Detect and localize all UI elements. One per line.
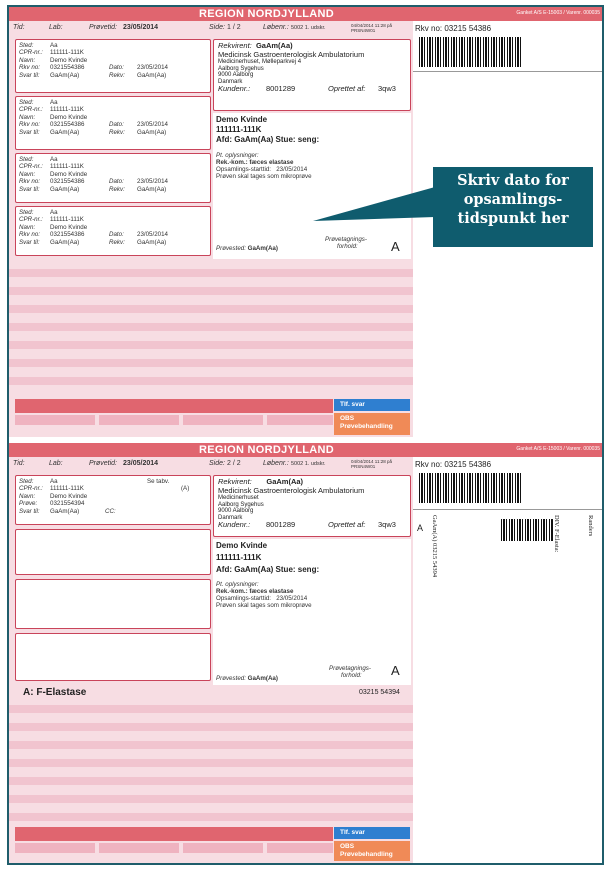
label-column-page-2 — [413, 443, 602, 863]
label: CC: — [105, 507, 116, 515]
provetagning-line1: Prøvetagnings- — [325, 236, 367, 243]
label: Rkv no: — [19, 121, 40, 129]
empty-box — [15, 529, 211, 575]
provetagning-line2: forhold: — [341, 672, 362, 679]
rekvirent-addr4: Danmark — [218, 514, 243, 521]
provetid-label: Prøvetid: — [89, 460, 118, 467]
stripe — [9, 269, 413, 277]
patient-afd: Afd: GaAm(Aa) Stue: seng: — [216, 565, 320, 574]
kundenr-value: 8001289 — [266, 520, 296, 530]
tlf-svar-field[interactable]: Tlf. svar — [334, 827, 410, 839]
oprettet-label: Oprettet af: — [328, 84, 366, 94]
header-row — [13, 23, 411, 34]
rekvirent-value: GaAm(Aa) — [255, 41, 293, 50]
label: Sted: — [19, 156, 34, 163]
oprettet-label: Oprettet af: — [328, 520, 366, 530]
patient-name: Demo Kvinde — [216, 541, 268, 550]
obs-field[interactable] — [334, 841, 410, 861]
stripe — [9, 777, 413, 785]
info-block — [216, 581, 312, 609]
rkv-no — [415, 460, 491, 469]
label: CPR-nr.: — [19, 216, 43, 224]
tid-label: Tid: — [13, 24, 25, 31]
stripe — [9, 305, 413, 313]
provetagning-label — [325, 236, 367, 250]
lobenr-label: Løbenr.: — [263, 24, 289, 31]
vertical-label-2: DIV. F-Elasta: — [553, 515, 560, 553]
label: Rekv: — [109, 238, 125, 246]
divider — [413, 71, 602, 72]
value: GaAm(Aa) — [50, 128, 80, 136]
lobenr-value: 5002 1. udskr. — [291, 25, 326, 31]
region-title: REGION NORDJYLLAND — [199, 444, 334, 456]
barcode — [419, 473, 523, 503]
label: Navn: — [19, 113, 36, 121]
form-number: Ganket A/S E-15003 / Varenr. 000035 — [516, 446, 600, 452]
empty-box — [15, 579, 211, 629]
patient-cpr: 111111-111K — [216, 125, 262, 134]
provested-label: Prøvested: — [216, 675, 246, 682]
provetid-label: Prøvetid: — [89, 24, 118, 31]
lab-label: Lab: — [49, 24, 63, 31]
rkv-label: Rkv no: — [415, 460, 443, 469]
side-label: Side: — [209, 24, 225, 31]
rekvirent-addr4: Danmark — [218, 78, 243, 85]
sample-note: Prøven skal tages som mikroprøve — [216, 602, 312, 609]
value: (A) — [181, 485, 190, 493]
specimen-box-4 — [15, 206, 211, 256]
provested-row — [216, 245, 278, 252]
label: Svar til: — [19, 128, 40, 136]
provetagning-label — [329, 665, 371, 679]
side-value: 2 / 2 — [227, 460, 241, 467]
forhold-value: A — [391, 663, 400, 678]
rek-kom: Rek.-kom.: fæces elastase — [216, 159, 294, 166]
label: Dato: — [109, 121, 124, 129]
info-block — [216, 152, 312, 180]
region-title: REGION NORDJYLLAND — [199, 8, 334, 20]
right-banner — [413, 443, 602, 457]
obs-field[interactable] — [334, 413, 410, 435]
patient-name: Demo Kvinde — [216, 115, 268, 124]
patient-afd: Afd: GaAm(Aa) Stue: seng: — [216, 135, 320, 144]
patient-cpr: 111111-111K — [216, 553, 262, 562]
rekvirent-value: GaAm(Aa) — [266, 477, 304, 486]
value: GaAm(Aa) — [50, 238, 80, 246]
value: GaAm(Aa) — [137, 128, 167, 136]
field-bar — [15, 843, 95, 853]
rekvirent-addr3: 9000 Aalborg — [218, 72, 254, 79]
value: Aa — [50, 209, 58, 216]
label: Dato: — [109, 178, 124, 186]
label: Rkv no: — [19, 64, 40, 72]
instruction-callout — [433, 167, 593, 247]
kundenr-value: 8001289 — [266, 84, 296, 94]
label: Dato: — [109, 231, 124, 239]
vertical-label-3: Randers — [587, 515, 594, 537]
label: Svar til: — [19, 238, 40, 246]
rekvirent-label: Rekvirent: — [218, 41, 252, 50]
specimen-box-3 — [15, 153, 211, 203]
specimen-box-1 — [15, 475, 211, 525]
provebehandling-label: Prøvebehandling — [340, 423, 393, 430]
value: Aa — [50, 156, 58, 163]
header-banner — [9, 7, 413, 21]
label: Sted: — [19, 42, 34, 49]
value: Demo Kvinde — [50, 113, 88, 121]
label: CPR-nr.: — [19, 485, 43, 493]
value: 111111-111K — [50, 163, 84, 171]
value: 111111-111K — [50, 106, 84, 114]
label: Rkv no: — [19, 231, 40, 239]
rekvirent-box — [213, 475, 411, 537]
empty-box — [15, 633, 211, 681]
label: Navn: — [19, 56, 36, 64]
right-banner — [413, 7, 602, 21]
rkv-value: 03215 54386 — [444, 24, 492, 33]
value: Demo Kvinde — [50, 223, 88, 231]
label: Sted: — [19, 209, 34, 216]
field-bar — [183, 843, 263, 853]
specimen-box-2 — [15, 96, 211, 150]
value: 23/05/2014 — [137, 178, 168, 186]
obs-label: OBS — [340, 843, 355, 850]
kundenr-label: Kundenr.: — [218, 84, 251, 94]
label: Navn: — [19, 492, 36, 500]
value: 0321554386 — [50, 64, 85, 72]
value: Aa — [50, 42, 58, 49]
callout-line2: opsamlings- — [463, 191, 563, 208]
provetid-value: 23/05/2014 — [123, 460, 159, 467]
rek-kom: Rek.-kom.: fæces elastase — [216, 588, 294, 595]
stripe — [9, 287, 413, 295]
value: 111111-111K — [50, 49, 84, 57]
label: Svar til: — [19, 507, 40, 515]
value: GaAm(Aa) — [137, 238, 167, 246]
label: Sted: — [19, 478, 34, 485]
side-label: Side: — [209, 460, 225, 467]
requisition-form-page-2 — [9, 443, 413, 863]
divider — [413, 509, 602, 510]
label: Navn: — [19, 170, 36, 178]
side-value: 1 / 2 — [227, 24, 241, 31]
label: Rkv no: — [19, 178, 40, 186]
rekvirent-box — [213, 39, 411, 111]
stripe — [9, 377, 413, 385]
value: 111111-111K — [50, 485, 84, 493]
provested-value: GaAm(Aa) — [247, 675, 278, 682]
field-bar — [15, 415, 95, 425]
rkv-label: Rkv no: — [415, 24, 443, 33]
provetagning-line2: forhold: — [337, 243, 358, 250]
sample-note: Prøven skal tages som mikroprøve — [216, 173, 312, 180]
value: Aa — [50, 99, 58, 106]
label: CPR-nr.: — [19, 106, 43, 114]
opsamling-label: Opsamlings-starttid: — [216, 595, 272, 602]
value: GaAm(Aa) — [50, 185, 80, 193]
lobenr-label: Løbenr.: — [263, 460, 289, 467]
value: GaAm(Aa) — [50, 507, 80, 515]
pt-oplysninger-label: Pt. oplysninger: — [216, 152, 259, 159]
print-stamp: 04/04/2014 11:28 på PRSN4W01 — [351, 459, 392, 469]
value: GaAm(Aa) — [50, 71, 80, 79]
value: 0321554386 — [50, 121, 85, 129]
provested-label: Prøvested: — [216, 245, 246, 252]
rekvirent-addr3: 9000 Aalborg — [218, 508, 254, 515]
label: Sted: — [19, 99, 34, 106]
value: 0321554386 — [50, 178, 85, 186]
callout-line3: tidspunkt her — [457, 210, 569, 227]
provebehandling-label: Prøvebehandling — [340, 851, 393, 858]
field-bar — [267, 415, 333, 425]
value: 111111-111K — [50, 216, 84, 224]
label: Rekv: — [109, 185, 125, 193]
specimen-box-1 — [15, 39, 211, 93]
label: Dato: — [109, 64, 124, 72]
print-stamp: 04/04/2014 11:28 på PRSN4W01 — [351, 23, 392, 33]
callout-line1: Skriv dato for — [457, 172, 569, 189]
forhold-value: A — [391, 239, 400, 254]
callout-pointer — [309, 187, 439, 227]
provested-row — [216, 675, 278, 682]
value: 23/05/2014 — [137, 121, 168, 129]
lobenr-value: 5002 1. udskr. — [291, 461, 326, 467]
signature-bar — [15, 399, 333, 413]
label: Svar til: — [19, 71, 40, 79]
analysis-name: A: F-Elastase — [23, 687, 87, 698]
value: 23/05/2014 — [137, 231, 168, 239]
label: Rekv: — [109, 128, 125, 136]
tlf-svar-field[interactable]: Tlf. svar — [334, 399, 410, 411]
vertical-label-1: GaAm(A) 03215 54394 — [431, 515, 438, 578]
rkv-no — [415, 24, 491, 33]
oprettet-value: 3qw3 — [378, 520, 396, 530]
rekvirent-dept: Medicinsk Gastroenterologisk Ambulatorium — [218, 49, 365, 59]
barcode-small — [501, 519, 553, 541]
lab-label: Lab: — [49, 460, 63, 467]
stripe — [9, 341, 413, 349]
value: Demo Kvinde — [50, 492, 88, 500]
right-a-mark: A — [417, 523, 424, 533]
label: Svar til: — [19, 185, 40, 193]
field-bar — [99, 843, 179, 853]
value: Demo Kvinde — [50, 56, 88, 64]
stripe — [9, 795, 413, 803]
stripe — [9, 323, 413, 331]
document-frame — [7, 5, 604, 865]
value: 23/05/2014 — [137, 64, 168, 72]
tid-label: Tid: — [13, 460, 25, 467]
provetagning-line1: Prøvetagnings- — [329, 665, 371, 672]
kundenr-label: Kundenr.: — [218, 520, 251, 530]
value: 0321554394 — [50, 500, 85, 508]
rekvirent-addr2: Aalborg Sygehus — [218, 501, 264, 508]
rekvirent-addr1: Medicinerhuset — [218, 495, 259, 501]
rekvirent-dept: Medicinsk Gastroenterologisk Ambulatorium — [218, 485, 365, 495]
field-bar — [183, 415, 263, 425]
stripe — [9, 741, 413, 749]
label: Prøve: — [19, 500, 38, 508]
field-bar — [99, 415, 179, 425]
label: Rekv: — [109, 71, 125, 79]
stripe — [9, 705, 413, 713]
pt-oplysninger-label: Pt. oplysninger: — [216, 581, 259, 588]
opsamling-label: Opsamlings-starttid: — [216, 166, 272, 173]
opsamling-value: 23/05/2014 — [276, 166, 308, 173]
opsamling-value: 23/05/2014 — [276, 595, 308, 602]
rekvirent-addr2: Aalborg Sygehus — [218, 65, 264, 72]
field-bar — [267, 843, 333, 853]
label: CPR-nr.: — [19, 163, 43, 171]
stripe — [9, 759, 413, 767]
label: Navn: — [19, 223, 36, 231]
label: CPR-nr.: — [19, 49, 43, 57]
value: GaAm(Aa) — [137, 71, 167, 79]
oprettet-value: 3qw3 — [378, 84, 396, 94]
stripe — [9, 359, 413, 367]
value: 0321554386 — [50, 231, 85, 239]
stripe — [9, 723, 413, 731]
form-number: Ganket A/S E-15003 / Varenr. 000035 — [516, 10, 600, 16]
obs-label: OBS — [340, 415, 355, 422]
value: Demo Kvinde — [50, 170, 88, 178]
signature-bar — [15, 827, 333, 841]
value: Aa — [50, 478, 58, 485]
rekvirent-label: Rekvirent: — [218, 477, 252, 486]
barcode — [419, 37, 523, 67]
rkv-value: 03215 54386 — [444, 460, 492, 469]
analysis-number: 03215 54394 — [359, 689, 400, 696]
provetid-value: 23/05/2014 — [123, 24, 159, 31]
value: GaAm(Aa) — [137, 185, 167, 193]
provested-value: GaAm(Aa) — [247, 245, 278, 252]
stripe — [9, 813, 413, 821]
value: Se tabv. — [147, 478, 170, 485]
header-banner — [9, 443, 413, 457]
rekvirent-addr1: Medicinerhuset, Mølleparkvej 4 — [218, 59, 302, 65]
header-row — [13, 459, 411, 470]
